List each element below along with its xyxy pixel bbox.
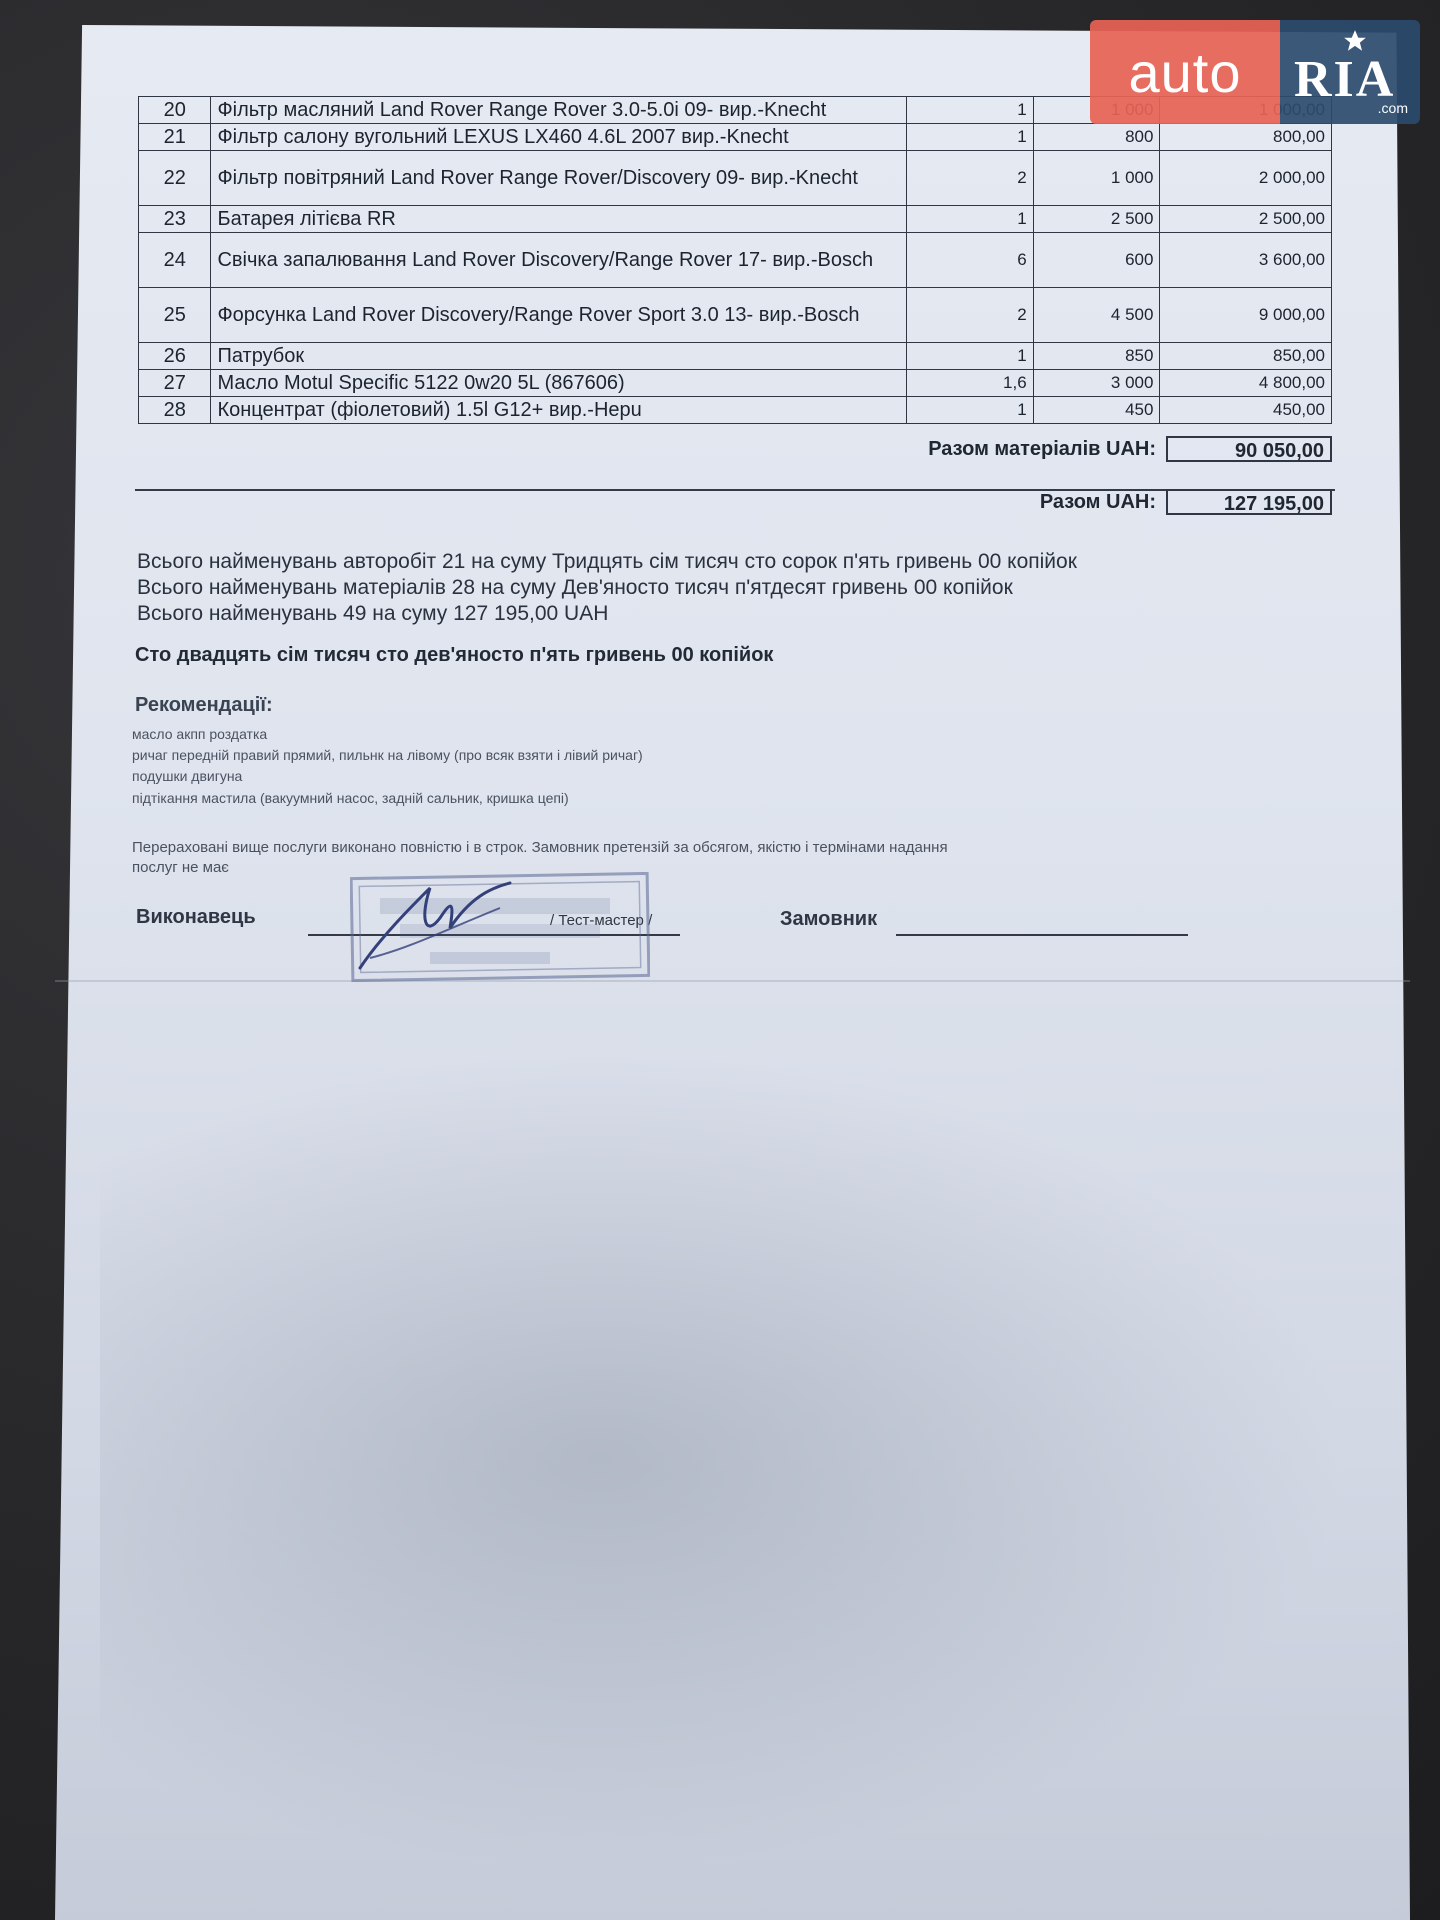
item-sum: 800,00: [1160, 124, 1332, 151]
materials-total-value: 90 050,00: [1166, 436, 1332, 462]
table-row: [139, 370, 1332, 397]
client-signature-line: [896, 934, 1188, 936]
table-row: [139, 397, 1332, 424]
completion-note-cont: послуг не має: [132, 859, 229, 876]
item-name: Масло Motul Specific 5122 0w20 5L (867606): [211, 370, 907, 397]
item-quantity: 1: [906, 343, 1033, 370]
item-name: Фільтр повітряний Land Rover Range Rover/Discovery 09- вир.-Knecht: [211, 151, 907, 206]
grand-total-value: 127 195,00: [1166, 489, 1332, 515]
item-name: Форсунка Land Rover Discovery/Range Rover Sport 3.0 13- вир.-Bosch: [211, 288, 907, 343]
item-name: Батарея літієва RR: [211, 206, 907, 233]
item-price: 2 500: [1033, 206, 1160, 233]
item-name: Фільтр масляний Land Rover Range Rover 3.0-5.0i 09- вир.-Knecht: [211, 97, 907, 124]
paper-fold: [55, 980, 1410, 982]
shadow-overlay: [100, 1050, 1350, 1870]
summary-works: Всього найменувань авторобіт 21 на суму Тридцять сім тисяч сто сорок п'ять гривень 00 копійок: [137, 550, 1077, 573]
item-name: Свічка запалювання Land Rover Discovery/Range Rover 17- вир.-Bosch: [211, 233, 907, 288]
completion-note: Перераховані вище послуги виконано повністю і в строк. Замовник претензій за обсягом, якістю і термінами надання: [132, 839, 948, 856]
table-row: [139, 288, 1332, 343]
item-name: Патрубок: [211, 343, 907, 370]
item-sum: 3 600,00: [1160, 233, 1332, 288]
table-row: [139, 233, 1332, 288]
recommendation-item: ричаг передній правий прямий, пильнк на лівому (про всяк взяти і лівий ричаг): [132, 747, 643, 763]
item-quantity: 2: [906, 288, 1033, 343]
table-row: [139, 206, 1332, 233]
row-number: 22: [139, 151, 211, 206]
table-row: [139, 151, 1332, 206]
item-name: Концентрат (фіолетовий) 1.5l G12+ вир.-Hepu: [211, 397, 907, 424]
logo-ria-block: [1280, 20, 1420, 124]
recommendations-title: Рекомендації:: [135, 694, 273, 716]
logo-ria-text: RIA: [1294, 51, 1396, 108]
materials-table: [138, 96, 1332, 424]
item-price: 850: [1033, 343, 1160, 370]
item-name: Фільтр салону вугольний LEXUS LX460 4.6L 2007 вир.-Knecht: [211, 124, 907, 151]
item-quantity: 1: [906, 124, 1033, 151]
materials-total-label: Разом матеріалів UAH:: [928, 437, 1156, 460]
item-sum: 9 000,00: [1160, 288, 1332, 343]
grand-total: [1040, 489, 1332, 515]
sum-in-words: Сто двадцять сім тисяч сто дев'яносто п'ять гривень 00 копійок: [135, 644, 774, 666]
item-sum: 850,00: [1160, 343, 1332, 370]
autoria-logo: [1090, 20, 1420, 124]
item-price: 800: [1033, 124, 1160, 151]
executor-label: Виконавець: [136, 906, 256, 928]
item-sum: 450,00: [1160, 397, 1332, 424]
item-quantity: 1: [906, 397, 1033, 424]
recommendation-item: масло акпп роздатка: [132, 726, 268, 742]
row-number: 28: [139, 397, 211, 424]
row-number: 25: [139, 288, 211, 343]
item-price: 4 500: [1033, 288, 1160, 343]
row-number: 20: [139, 97, 211, 124]
row-number: 23: [139, 206, 211, 233]
item-price: 3 000: [1033, 370, 1160, 397]
row-number: 21: [139, 124, 211, 151]
summary-materials: Всього найменувань матеріалів 28 на суму Дев'яносто тисяч п'ятдесят гривень 00 копійок: [137, 576, 1013, 599]
table-row: [139, 343, 1332, 370]
item-price: 600: [1033, 233, 1160, 288]
item-quantity: 1: [906, 97, 1033, 124]
recommendation-item: підтікання мастила (вакуумний насос, задній сальник, кришка цепі): [132, 790, 569, 806]
row-number: 27: [139, 370, 211, 397]
client-label: Замовник: [780, 908, 878, 930]
summary-total: Всього найменувань 49 на суму 127 195,00 UAH: [137, 602, 609, 625]
executor-signature: [350, 868, 550, 978]
item-quantity: 6: [906, 233, 1033, 288]
item-quantity: 2: [906, 151, 1033, 206]
materials-total: [928, 436, 1332, 462]
item-quantity: 1,6: [906, 370, 1033, 397]
table-row: [139, 124, 1332, 151]
item-price: 450: [1033, 397, 1160, 424]
row-number: 24: [139, 233, 211, 288]
item-sum: 2 000,00: [1160, 151, 1332, 206]
item-sum: 4 800,00: [1160, 370, 1332, 397]
item-sum: 2 500,00: [1160, 206, 1332, 233]
item-quantity: 1: [906, 206, 1033, 233]
logo-auto-text: auto: [1090, 20, 1280, 124]
grand-total-label: Разом UAH:: [1039, 490, 1156, 513]
row-number: 26: [139, 343, 211, 370]
materials-table-body: [139, 97, 1332, 424]
executor-role: / Тест-мастер /: [550, 912, 653, 929]
item-price: 1 000: [1033, 151, 1160, 206]
logo-dotcom: .com: [1377, 100, 1408, 116]
recommendation-item: подушки двигуна: [132, 768, 243, 784]
